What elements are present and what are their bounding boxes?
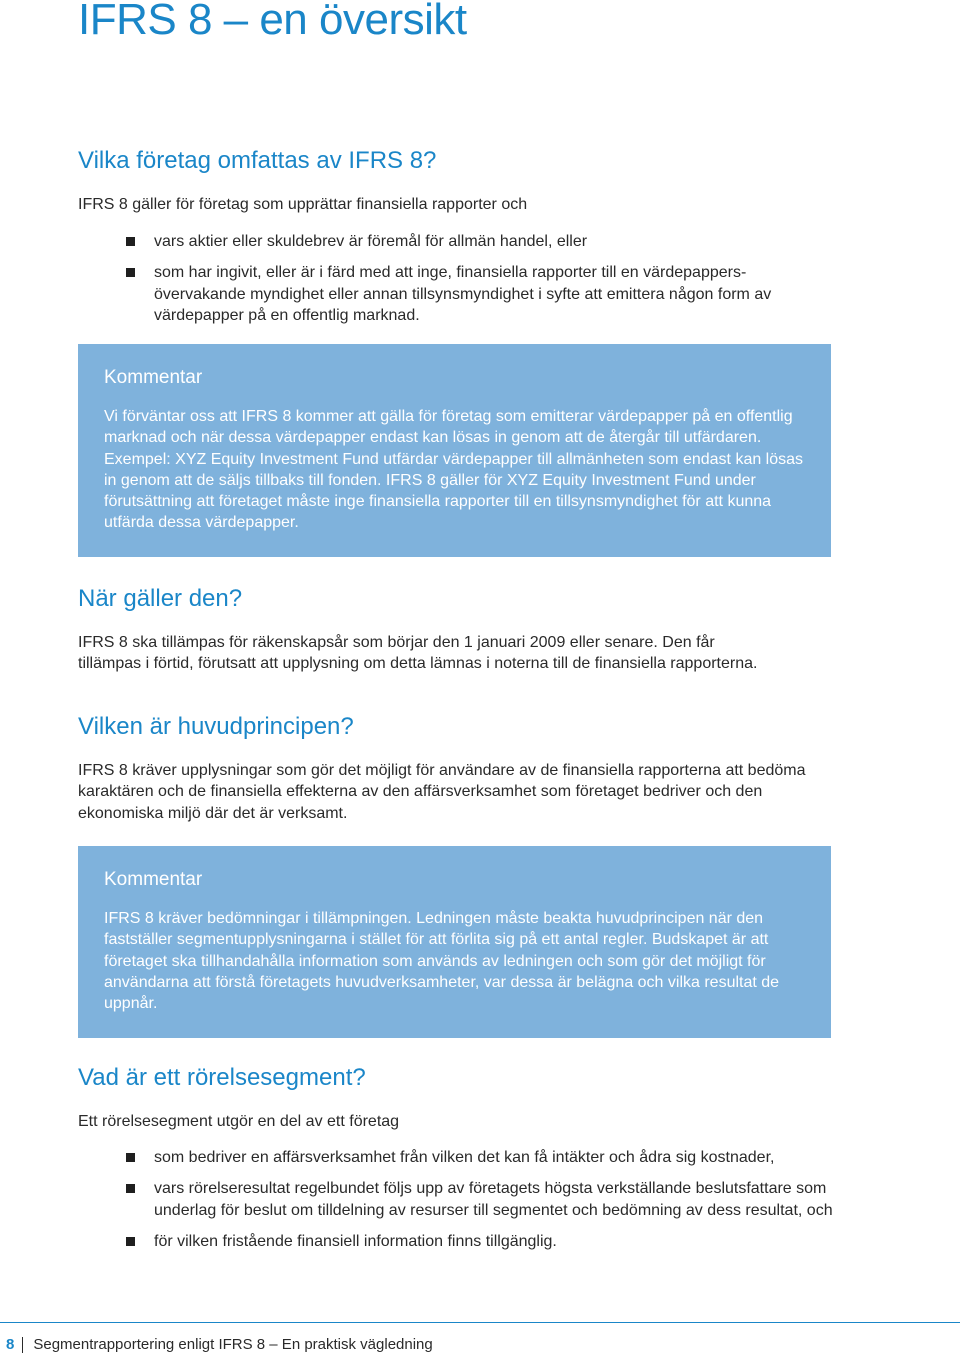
list-item: vars rörelseresultat regelbundet följs upp av företagets högsta verkställande beslutsfattare som underlag för beslut om tilldelning av resurser till segmentet och bedömning av dess resultat, och: [78, 1178, 834, 1221]
footer-text: Segmentrapportering enligt IFRS 8 – En praktisk vägledning: [33, 1336, 433, 1353]
comment-box: [78, 344, 831, 557]
bullet-square-icon: [126, 1153, 135, 1162]
section-heading-scope: Vilka företag omfattas av IFRS 8?: [78, 147, 437, 174]
section-intro-operating-segment: Ett rörelsesegment utgör en del av ett företag: [78, 1113, 400, 1130]
bullet-square-icon: [126, 1237, 135, 1246]
footer-separator: [22, 1337, 23, 1353]
bullet-square-icon: [126, 268, 135, 277]
comment-text: Vi förväntar oss att IFRS 8 kommer att gälla för företag som emitterar värdepapper på en offentlig marknad och när dessa värdepapper endast kan lösas in genom att de återgår till utfärdaren. Exempel: XYZ Equity Investment Fund utfärdar värdepapper till allmänheten som endast kan lösas in genom att de säljs tillbaks till fonden. IFRS 8 gäller för XYZ Equity Investment Fund under förutsättning att företaget måste inge finansiella rapporter till en tillsynsmyndighet för att kunna utfärda dessa värdepapper.: [104, 408, 804, 532]
page-title: IFRS 8 – en översikt: [78, 0, 467, 44]
section-text-effective-date: IFRS 8 ska tillämpas för räkenskapsår som börjar den 1 januari 2009 eller senare. Den får tillämpas i förtid, förutsatt att upplysning om detta lämnas i noterna till de finansiella rapporterna.: [78, 634, 758, 673]
list-item: vars aktier eller skuldebrev är föremål för allmän handel, eller: [78, 231, 798, 252]
page-footer: [6, 1336, 433, 1353]
list-item: som har ingivit, eller är i färd med att inge, finansiella rapporter till en värdepappers-övervakande myndighet eller annan tillsynsmyndighet i syfte att emittera någon form av värdepapper på en offentlig marknad.: [78, 262, 798, 326]
comment-box: [78, 846, 831, 1038]
section-heading-effective-date: När gäller den?: [78, 585, 243, 612]
bullet-square-icon: [126, 1184, 135, 1193]
comment-heading: Kommentar: [104, 869, 203, 890]
list-item: för vilken fristående finansiell information finns tillgänglig.: [78, 1231, 868, 1252]
page-number: 8: [6, 1336, 15, 1353]
bullet-square-icon: [126, 237, 135, 246]
bullet-list-scope: [78, 231, 798, 326]
list-item: som bedriver en affärsverksamhet från vilken det kan få intäkter och ådra sig kostnader,: [78, 1147, 868, 1168]
comment-heading: Kommentar: [104, 367, 203, 388]
section-text-core-principle: IFRS 8 kräver upplysningar som gör det möjligt för användare av de finansiella rapporterna att bedöma karaktären och de finansiella effekterna av den affärsverksamhet som företaget bedriver och den ekonomiska miljö där det är verksamt.: [78, 762, 806, 822]
footer-divider: [0, 1322, 960, 1323]
section-heading-operating-segment: Vad är ett rörelsesegment?: [78, 1064, 366, 1091]
comment-text: IFRS 8 kräver bedömningar i tillämpningen. Ledningen måste beakta huvudprincipen när den fastställer segmentupplysningarna i stället för att förlita sig på ett antal regler. Budskapet är att företaget ska tillhandahålla information som används av ledningen och som gör det möjligt för användarna att förstå företagets huvudverksamheter, var dessa är belägna och vilka resultat de uppnår.: [104, 910, 780, 1013]
bullet-list-operating-segment: [78, 1147, 868, 1252]
section-heading-core-principle: Vilken är huvudprincipen?: [78, 713, 354, 740]
section-intro-scope: IFRS 8 gäller för företag som upprättar finansiella rapporter och: [78, 196, 528, 213]
